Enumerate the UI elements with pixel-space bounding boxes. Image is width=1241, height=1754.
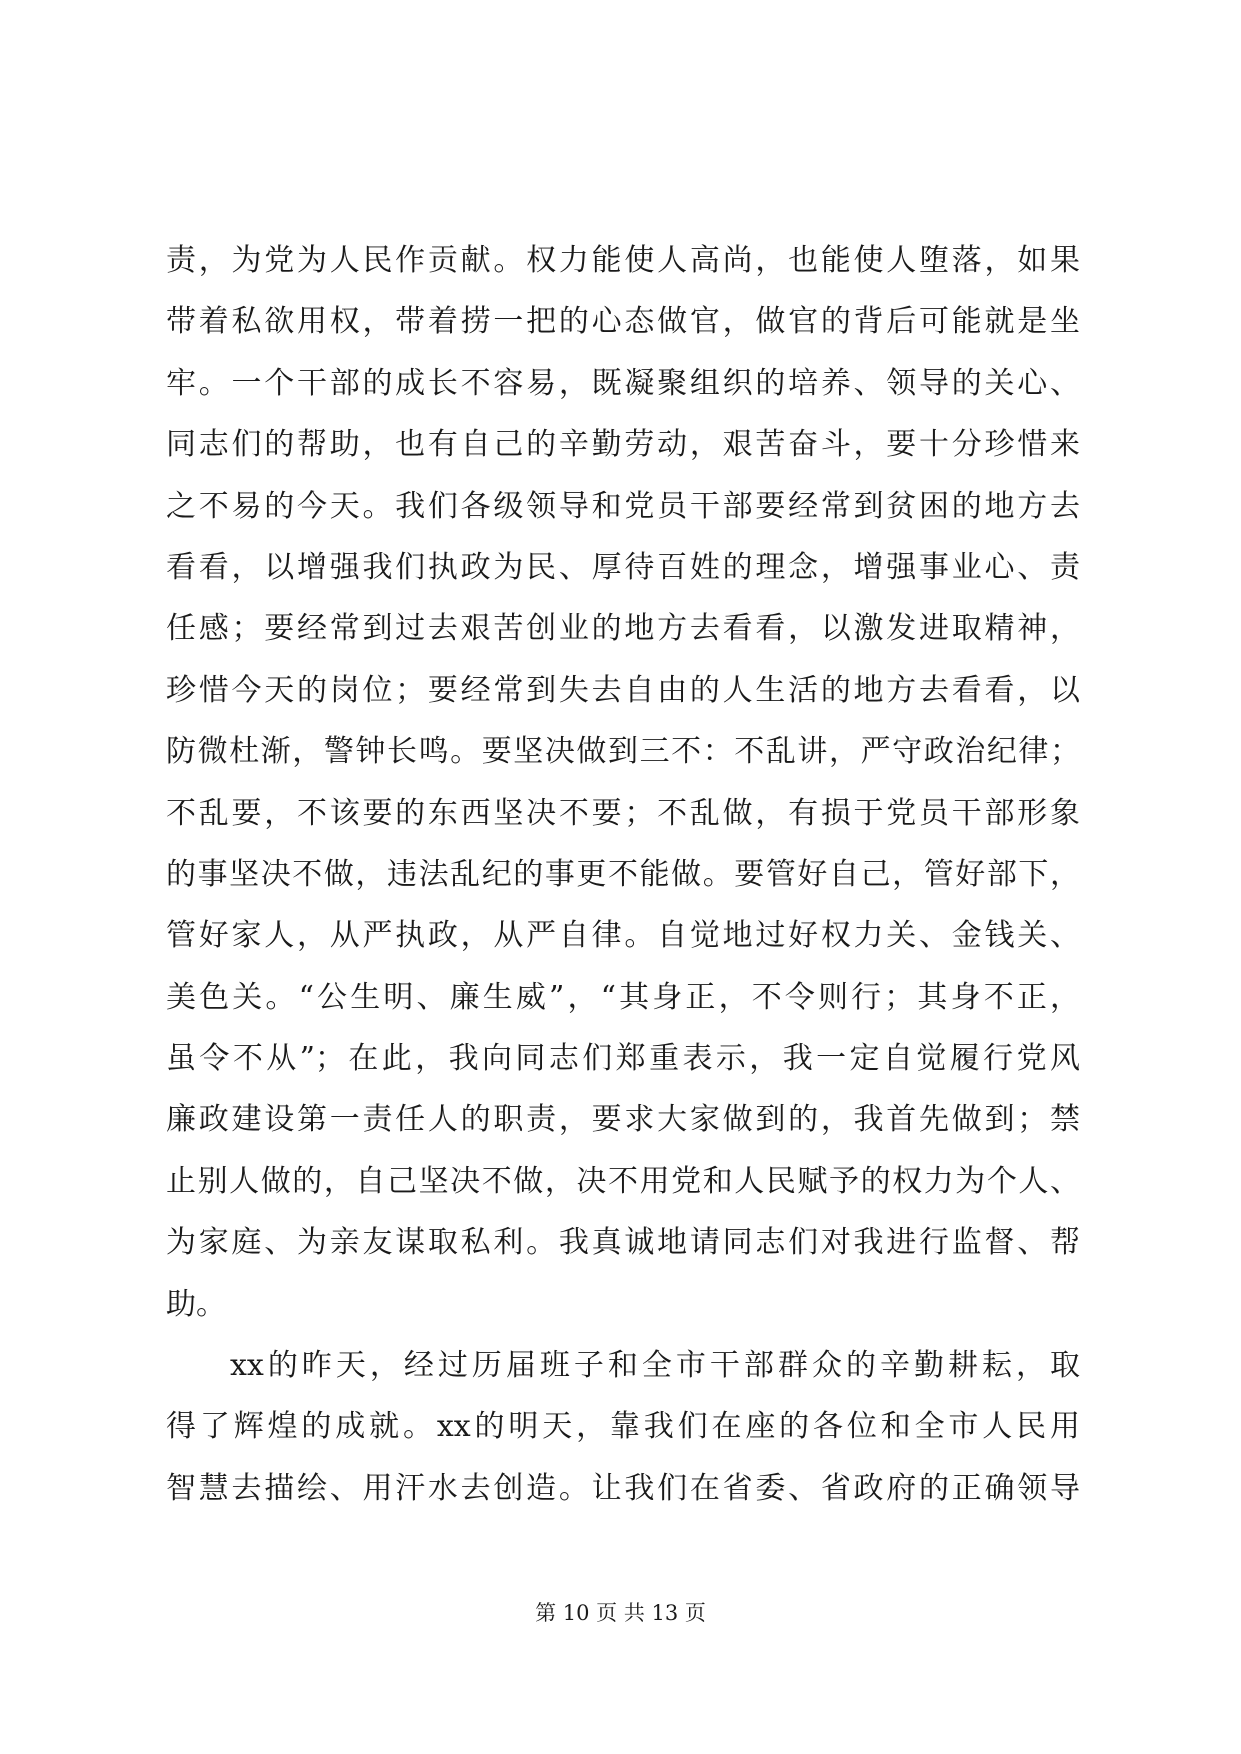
page-number-label: 第 10 页 共 13 页: [535, 1601, 706, 1625]
text-line: 同志们的帮助，也有自己的辛勤劳动，艰苦奋斗，要十分珍惜来: [166, 427, 1080, 463]
text-line: 智慧去描绘、用汗水去创造。让我们在省委、省政府的正确领导: [166, 1470, 1080, 1506]
text-line: 的事坚决不做，违法乱纪的事更不能做。要管好自己，管好部下，: [166, 856, 1080, 892]
text-line: 责，为党为人民作贡献。权力能使人高尚，也能使人堕落，如果: [166, 243, 1080, 278]
text-line: 助。: [166, 1286, 226, 1322]
text-line: 看看，以增强我们执政为民、厚待百姓的理念，增强事业心、责: [166, 549, 1080, 585]
text-line: 珍惜今天的岗位；要经常到失去自由的人生活的地方去看看，以: [166, 672, 1080, 708]
page-footer: [0, 1598, 1241, 1628]
text-line: 之不易的今天。我们各级领导和党员干部要经常到贫困的地方去: [166, 488, 1080, 524]
text-line: 得了辉煌的成就。xx的明天，靠我们在座的各位和全市人民用: [166, 1409, 1080, 1445]
text-line: 止别人做的，自己坚决不做，决不用党和人民赋予的权力为个人、: [166, 1163, 1080, 1199]
text-line: 为家庭、为亲友谋取私利。我真诚地请同志们对我进行监督、帮: [166, 1225, 1080, 1261]
text-line: 不乱要，不该要的东西坚决不要；不乱做，有损于党员干部形象: [166, 795, 1080, 831]
body-text: [166, 230, 1080, 1519]
text-line: 管好家人，从严执政，从严自律。自觉地过好权力关、金钱关、: [166, 918, 1080, 954]
text-line: 防微杜渐，警钟长鸣。要坚决做到三不：不乱讲，严守政治纪律；: [166, 734, 1080, 770]
text-line: 带着私欲用权，带着捞一把的心态做官，做官的背后可能就是坐: [166, 304, 1080, 340]
text-line: 廉政建设第一责任人的职责，要求大家做到的，我首先做到；禁: [166, 1102, 1080, 1138]
text-line: 任感；要经常到过去艰苦创业的地方去看看，以激发进取精神，: [166, 611, 1080, 647]
text-line: 牢。一个干部的成长不容易，既凝聚组织的培养、领导的关心、: [166, 365, 1080, 401]
text-line: xx的昨天，经过历届班子和全市干部群众的辛勤耕耘，取: [230, 1348, 1080, 1384]
text-line: 美色关。“公生明、廉生威”，“其身正，不令则行；其身不正，: [166, 979, 1080, 1015]
text-line: 虽令不从”；在此，我向同志们郑重表示，我一定自觉履行党风: [166, 1041, 1080, 1077]
